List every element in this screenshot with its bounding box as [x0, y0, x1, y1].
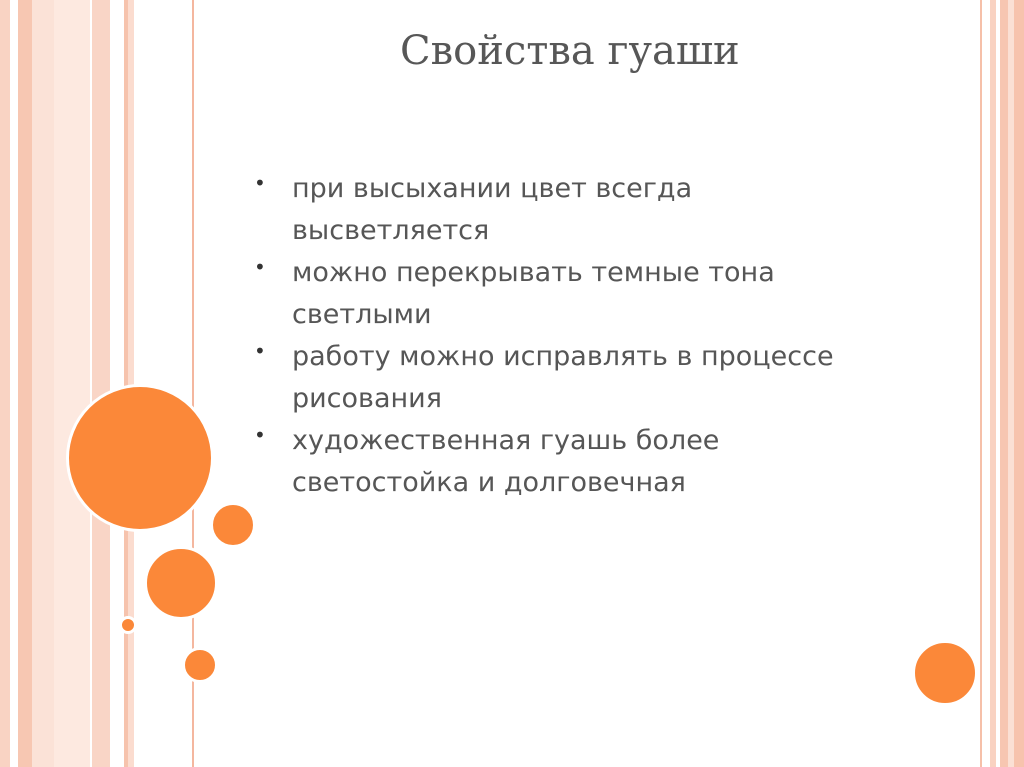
decor-stripe — [54, 0, 90, 767]
bullet-icon: • — [254, 423, 266, 447]
bullet-icon: • — [254, 339, 266, 363]
bullet-icon: • — [254, 171, 266, 195]
decor-stripe — [32, 0, 54, 767]
decor-stripe — [92, 0, 110, 767]
bullet-item — [252, 252, 952, 336]
decor-stripe — [0, 0, 10, 767]
bullet-text: можно перекрывать темные тона светлыми — [292, 257, 775, 330]
decor-circle — [912, 640, 978, 706]
decor-circle — [144, 546, 218, 620]
slide-title: Свойства гуаши — [400, 28, 740, 74]
decor-stripe — [1014, 0, 1024, 767]
bullet-icon: • — [254, 255, 266, 279]
decor-circle — [210, 502, 256, 548]
decor-circle-large — [66, 384, 214, 532]
decor-circle — [182, 647, 218, 683]
decor-stripe — [980, 0, 982, 767]
bullet-text: при высыхании цвет всегда высветляется — [292, 173, 693, 246]
decor-stripe — [1000, 0, 1008, 767]
decor-stripe — [18, 0, 32, 767]
decor-circle-small — [119, 616, 137, 634]
bullet-item — [252, 336, 952, 420]
bullet-text: художественная гуашь более светостойка и долговечная — [292, 425, 720, 498]
bullet-item — [252, 420, 952, 504]
bullet-list — [252, 168, 952, 504]
bullet-text: работу можно исправлять в процессе рисования — [292, 341, 834, 414]
decor-stripe — [10, 0, 18, 767]
bullet-item — [252, 168, 952, 252]
decor-stripe — [110, 0, 124, 767]
